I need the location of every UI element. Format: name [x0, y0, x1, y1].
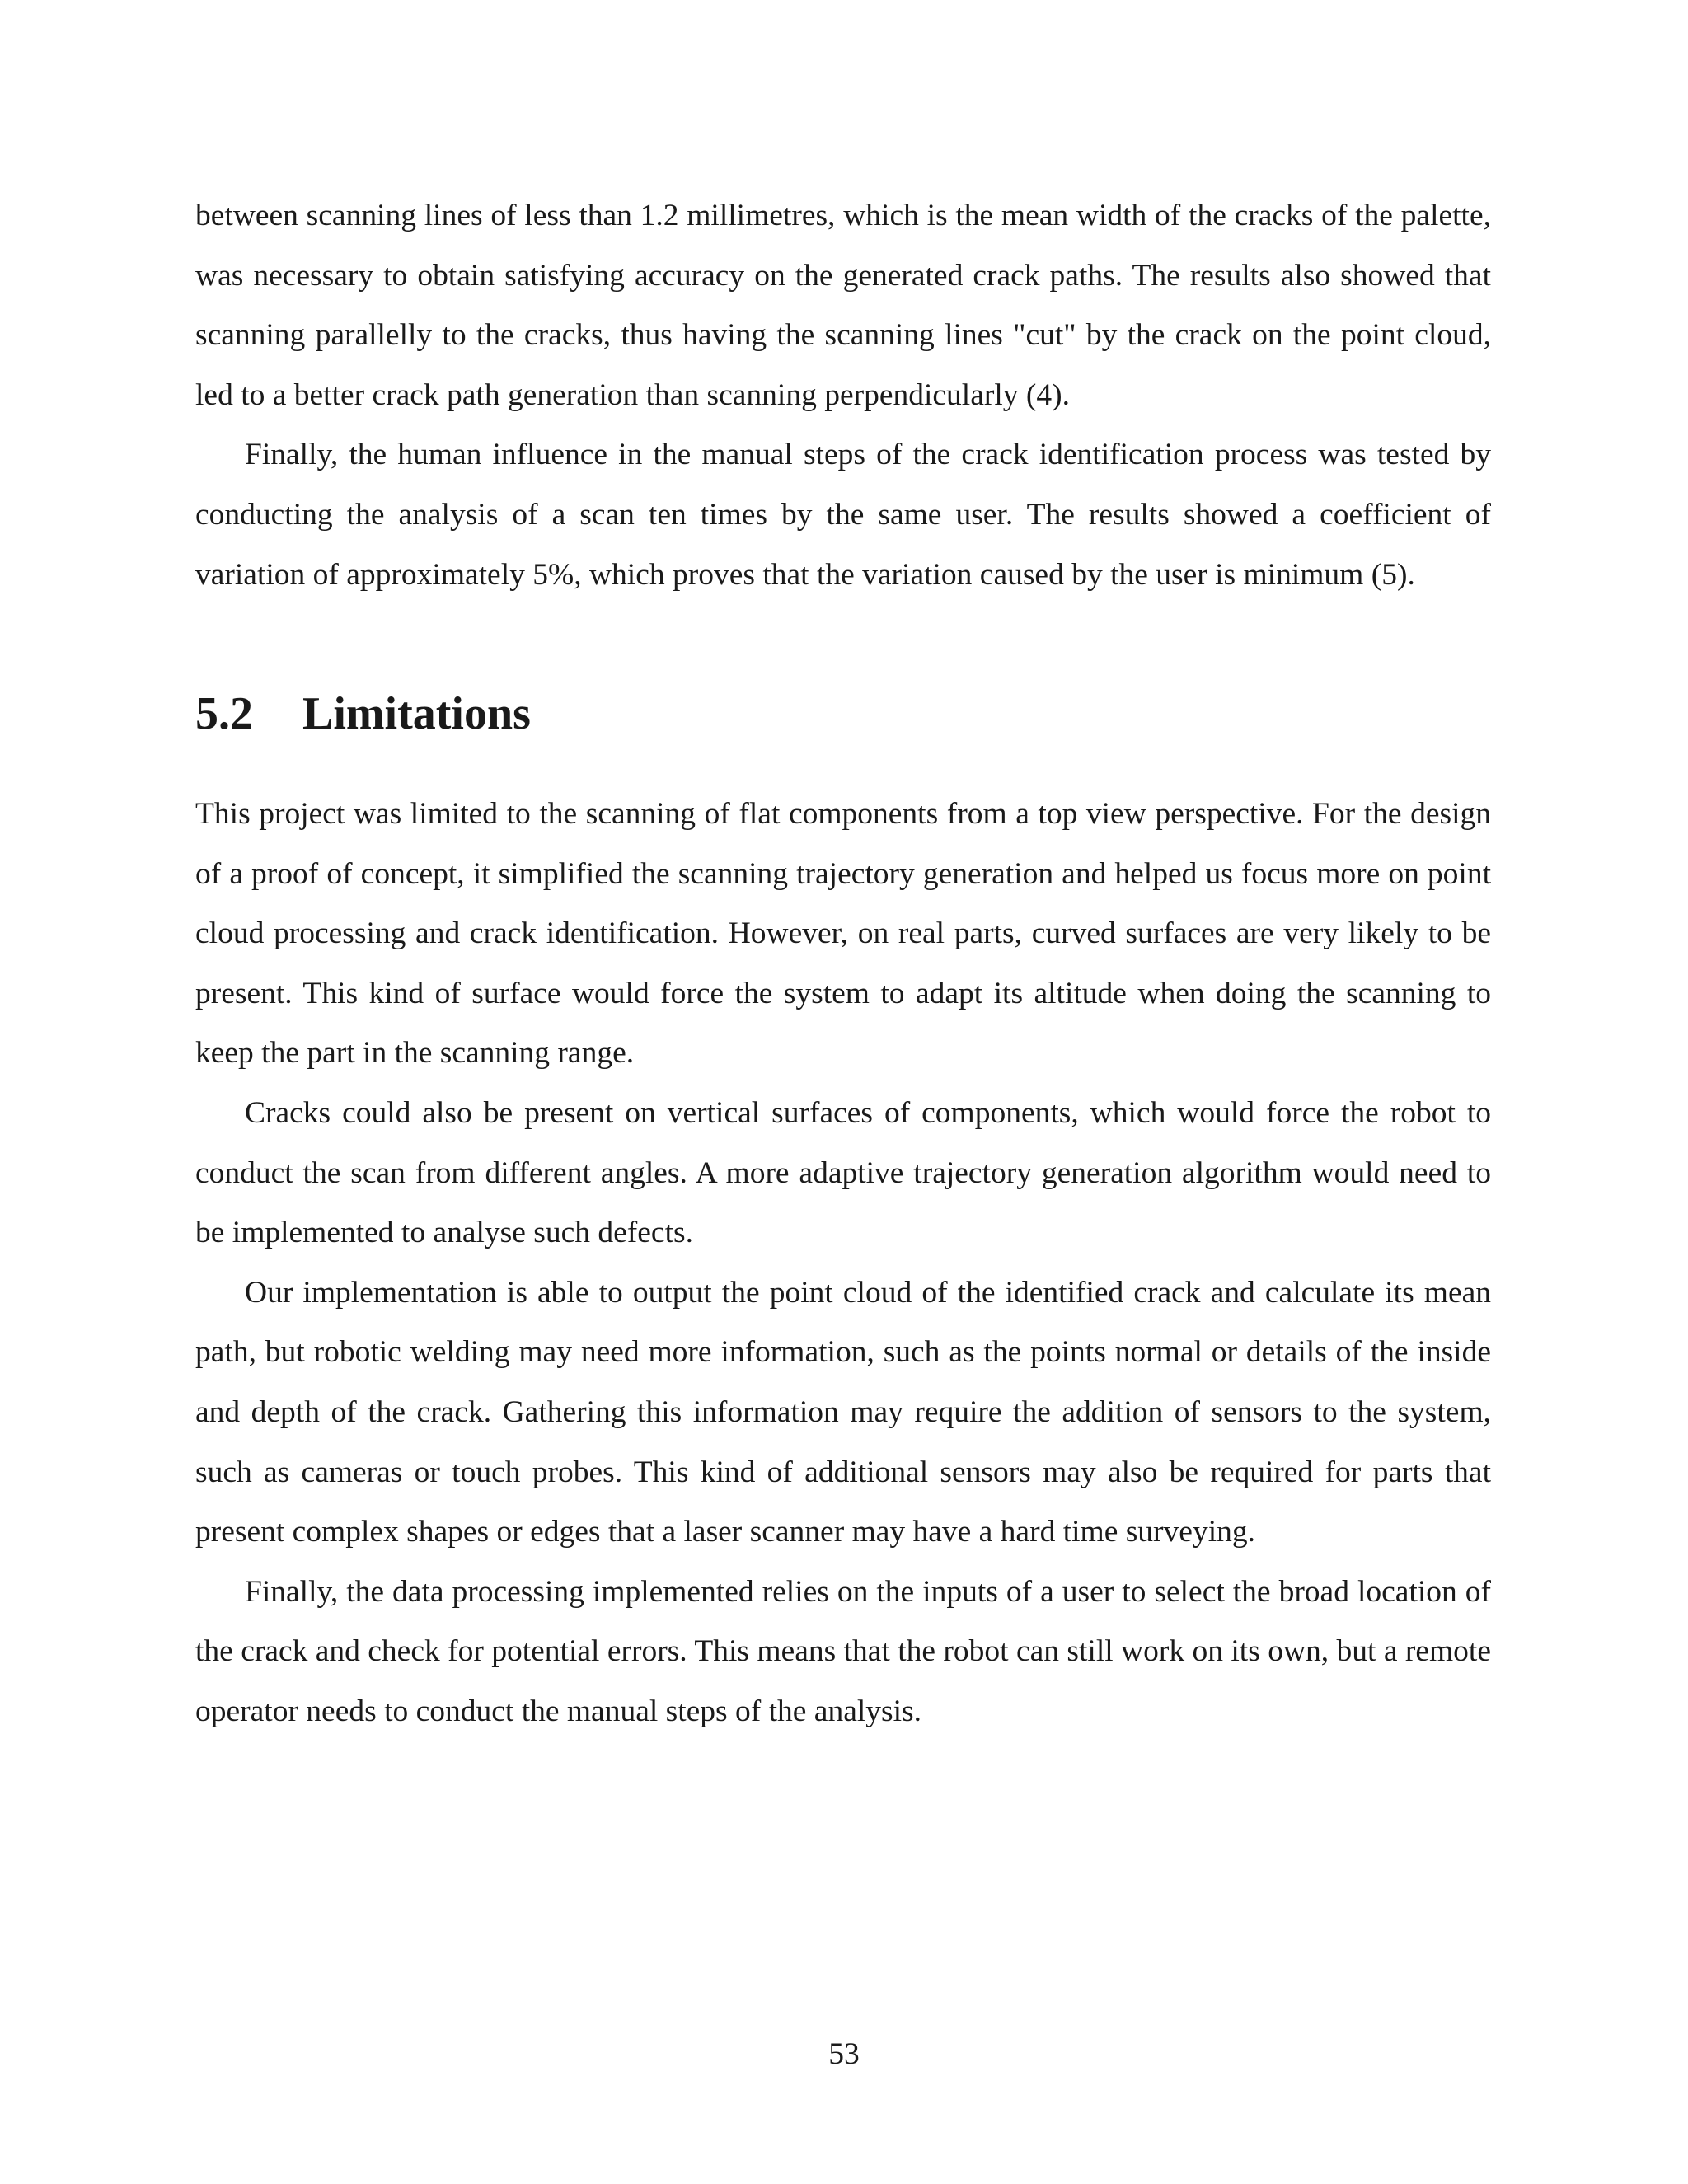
- paragraph-human-influence: Finally, the human influence in the manual steps of the crack identification process was tested by conducting the analysis of a scan ten times by the same user. The results showed a coefficient of variation of approximately 5%, which proves that the variation caused by the user is minimum (5).: [195, 438, 1491, 592]
- section-title: Limitations: [302, 688, 531, 739]
- section-body: [195, 785, 1491, 1742]
- body-text-continued: [195, 186, 1491, 605]
- section-heading: [195, 681, 531, 747]
- page-number: 53: [828, 2037, 860, 2071]
- paragraph-vertical-surfaces: Cracks could also be present on vertical surfaces of components, which would force the robot to conduct the scan from different angles. A more adaptive trajectory generation algorithm would need to be implemented to analyse such defects.: [195, 1095, 1491, 1250]
- paragraph-continued: between scanning lines of less than 1.2 millimetres, which is the mean width of the cracks of the palette, was necessary to obtain satisfying accuracy on the generated crack paths. The results also showed that scanning parallelly to the cracks, thus having the scanning lines "cut" by the crack on the point cloud, led to a better crack path generation than scanning perpendicularly (4).: [195, 199, 1491, 412]
- paragraph-user-inputs: Finally, the data processing implemented relies on the inputs of a user to select the broad location of the crack and check for potential errors. This means that the robot can still work on its own, but a remote operator needs to conduct the manual steps of the analysis.: [195, 1574, 1491, 1728]
- section-number: 5.2: [195, 688, 253, 739]
- paragraph-additional-sensors: Our implementation is able to output the point cloud of the identified crack and calculate its mean path, but robotic welding may need more information, such as the points normal or details of the inside and depth of the crack. Gathering this information may require the addition of sensors to the system, such as cameras or touch probes. This kind of additional sensors may also be required for parts that present complex shapes or edges that a laser scanner may have a hard time surveying.: [195, 1275, 1491, 1549]
- paragraph-flat-components: This project was limited to the scanning of flat components from a top view perspective. For the design of a proof of concept, it simplified the scanning trajectory generation and helped us focus more on point cloud processing and crack identification. However, on real parts, curved surfaces are very likely to be present. This kind of surface would force the system to adapt its altitude when doing the scanning to keep the part in the scanning range.: [195, 797, 1491, 1071]
